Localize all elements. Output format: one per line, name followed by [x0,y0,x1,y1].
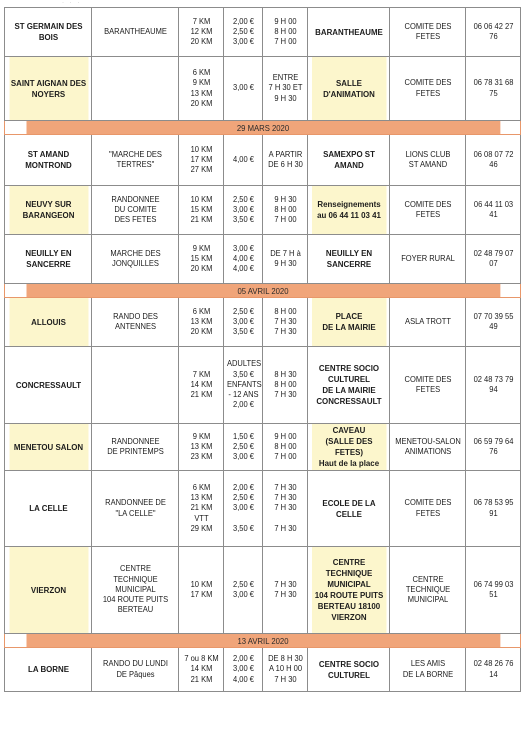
organizer-cell: ASLA TROTT [393,298,463,347]
organizer-cell: COMITE DES FETES [393,471,463,547]
phone-cell: 06 78 31 68 75 [468,57,519,121]
walk-name-cell: RANDO DES ANTENNES [95,298,175,347]
distances-cell: 6 KM 13 KM 20 KM [180,298,221,347]
phone-cell: 06 78 53 95 91 [468,471,519,547]
commune-cell: NEUILLY EN SANCERRE [8,235,88,284]
phone-cell: 06 06 42 27 76 [468,8,519,57]
event-row [5,347,521,424]
distances-cell: 10 KM 17 KM 27 KM [180,135,221,186]
event-row [5,235,521,284]
venue-cell: SAMEXPO ST AMAND [311,135,386,186]
venue-cell: SALLE D'ANIMATION [311,57,386,121]
venue-cell: CAVEAU (SALLE DES FETES) Haut de la place [311,424,386,471]
prices-cell: 3,00 € [225,57,261,121]
event-row [5,424,521,471]
prices-cell: 4,00 € [225,135,261,186]
event-row [5,648,521,692]
start-times-cell: 9 H 00 8 H 00 7 H 00 [264,8,305,57]
distances-cell: 9 KM 15 KM 20 KM [180,235,221,284]
distances-cell: 7 ou 8 KM 14 KM 21 KM [180,648,221,692]
distances-cell: 6 KM 9 KM 13 KM 20 KM [180,57,221,121]
commune-cell: CONCRESSAULT [8,347,88,424]
phone-cell: 02 48 73 79 94 [468,347,519,424]
commune-cell: LA CELLE [8,471,88,547]
walk-name-cell [95,347,175,424]
commune-cell: MENETOU SALON [8,424,88,471]
start-times-cell: 9 H 30 8 H 00 7 H 00 [264,186,305,235]
commune-cell: LA BORNE [8,648,88,692]
commune-cell: ST AMAND MONTROND [8,135,88,186]
walk-name-cell: RANDONNEE DU COMITE DES FETES [95,186,175,235]
walk-name-cell: "MARCHE DES TERTRES" [95,135,175,186]
commune-cell: VIERZON [8,547,88,634]
events-table-body [5,0,521,692]
date-label: 13 AVRIL 2020 [25,634,500,648]
venue-cell: CENTRE SOCIO CULTUREL DE LA MAIRIE CONCRESSAULT [311,347,386,424]
date-label: 05 AVRIL 2020 [25,284,500,298]
start-times-cell: ENTRE 7 H 30 ET 9 H 30 [264,57,305,121]
venue-cell: PLACE DE LA MAIRIE [311,298,386,347]
organizer-cell: COMITE DES FETES [393,57,463,121]
walk-name-cell: RANDONNEE DE PRINTEMPS [95,424,175,471]
commune-cell: SAINT AIGNAN DES NOYERS [8,57,88,121]
prices-cell: 2,00 € 3,00 € 4,00 € [225,648,261,692]
prices-cell: 3,00 € 4,00 € 4,00 € [225,235,261,284]
walk-name-cell: BARANTHEAUME [95,8,175,57]
top-spacer [5,0,521,8]
prices-cell: 2,50 € 3,00 € 3,50 € [225,298,261,347]
prices-cell: 2,00 € 2,50 € 3,00 € 3,50 € [225,471,261,547]
organizer-cell: LES AMIS DE LA BORNE [393,648,463,692]
distances-cell: 7 KM 14 KM 21 KM [180,347,221,424]
organizer-cell: COMITE DES FETES [393,347,463,424]
walk-name-cell: RANDO DU LUNDI DE Pâques [95,648,175,692]
phone-cell: 02 48 26 76 14 [468,648,519,692]
date-label: 29 MARS 2020 [25,121,500,135]
date-separator-row [5,284,521,298]
phone-cell: 07 70 39 55 49 [468,298,519,347]
walk-name-cell: CENTRE TECHNIQUE MUNICIPAL 104 ROUTE PUITS BERTEAU [95,547,175,634]
venue-cell: CENTRE SOCIO CULTUREL [311,648,386,692]
venue-cell: BARANTHEAUME [311,8,386,57]
event-row [5,186,521,235]
commune-cell: NEUVY SUR BARANGEON [8,186,88,235]
venue-cell: CENTRE TECHNIQUE MUNICIPAL 104 ROUTE PUITS BERTEAU 18100 VIERZON [311,547,386,634]
phone-cell: 02 48 79 07 07 [468,235,519,284]
prices-cell: ADULTES 3,50 € ENFANTS - 12 ANS 2,00 € [225,347,261,424]
distances-cell: 10 KM 15 KM 21 KM [180,186,221,235]
start-times-cell: 9 H 00 8 H 00 7 H 00 [264,424,305,471]
distances-cell: 6 KM 13 KM 21 KM VTT 29 KM [180,471,221,547]
venue-cell: Renseignements au 06 44 11 03 41 [311,186,386,235]
organizer-cell: MENETOU-SALON ANIMATIONS [393,424,463,471]
events-table [4,0,521,692]
scan-marks: · · · [62,0,82,6]
start-times-cell: 8 H 00 7 H 30 7 H 30 [264,298,305,347]
distances-cell: 7 KM 12 KM 20 KM [180,8,221,57]
venue-cell: NEUILLY EN SANCERRE [311,235,386,284]
start-times-cell: DE 7 H à 9 H 30 [264,235,305,284]
start-times-cell: A PARTIR DE 6 H 30 [264,135,305,186]
date-separator-row [5,634,521,648]
organizer-cell: COMITE DES FETES [393,186,463,235]
commune-cell: ST GERMAIN DES BOIS [8,8,88,57]
spacer-cell [25,0,500,8]
start-times-cell: 7 H 30 7 H 30 [264,547,305,634]
organizer-cell: LIONS CLUB ST AMAND [393,135,463,186]
walk-name-cell: RANDONNEE DE "LA CELLE" [95,471,175,547]
event-row [5,8,521,57]
event-row [5,135,521,186]
organizer-cell: COMITE DES FETES [393,8,463,57]
start-times-cell: 8 H 30 8 H 00 7 H 30 [264,347,305,424]
event-row [5,298,521,347]
events-sheet [4,0,522,742]
phone-cell: 06 59 79 64 76 [468,424,519,471]
start-times-cell: 7 H 30 7 H 30 7 H 30 7 H 30 [264,471,305,547]
event-row [5,547,521,634]
event-row [5,57,521,121]
date-separator-row [5,121,521,135]
phone-cell: 06 74 99 03 51 [468,547,519,634]
phone-cell: 06 08 07 72 46 [468,135,519,186]
phone-cell: 06 44 11 03 41 [468,186,519,235]
prices-cell: 2,00 € 2,50 € 3,00 € [225,8,261,57]
event-row [5,471,521,547]
walk-name-cell [95,57,175,121]
start-times-cell: DE 8 H 30 A 10 H 00 7 H 30 [264,648,305,692]
organizer-cell: FOYER RURAL [393,235,463,284]
prices-cell: 1,50 € 2,50 € 3,00 € [225,424,261,471]
prices-cell: 2,50 € 3,00 € [225,547,261,634]
venue-cell: ECOLE DE LA CELLE [311,471,386,547]
organizer-cell: CENTRE TECHNIQUE MUNICIPAL [393,547,463,634]
commune-cell: ALLOUIS [8,298,88,347]
walk-name-cell: MARCHE DES JONQUILLES [95,235,175,284]
distances-cell: 10 KM 17 KM [180,547,221,634]
distances-cell: 9 KM 13 KM 23 KM [180,424,221,471]
prices-cell: 2,50 € 3,00 € 3,50 € [225,186,261,235]
